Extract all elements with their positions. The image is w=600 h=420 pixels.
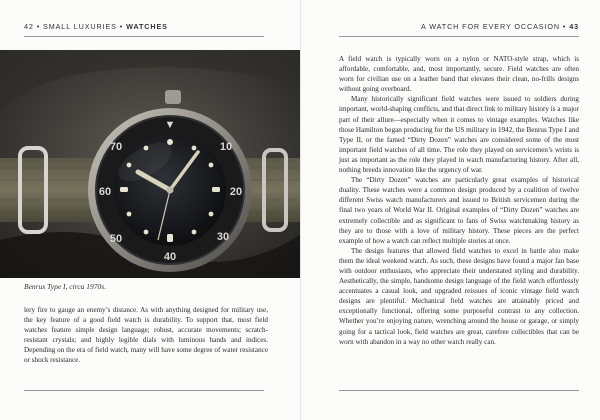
left-header-chapter: WATCHES — [126, 22, 168, 31]
right-page-number: 43 — [569, 22, 579, 31]
header-rule — [339, 36, 579, 37]
body-paragraph: The “Dirty Dozen” watches are particularly great examples of historical duality. These watches were a common design produced by a coalition of twelve different Swiss watch manufacturers and issued to British servicemen during the final two years of World War II. Original examples of “Dirty Dozen” watches are extremely collectible and as significant to fans of Swiss watchmaking history as they are to those with a love of military history. These pieces are the perfect example of how a watch can reflect multiple stories at once. — [339, 176, 579, 245]
svg-text:20: 20 — [229, 186, 243, 198]
header-rule — [24, 36, 264, 37]
watch-photo — [0, 50, 300, 278]
left-running-header — [24, 22, 168, 31]
left-header-section: SMALL LUXURIES — [43, 22, 117, 31]
benrus-watch-illustration — [0, 50, 300, 278]
svg-text:▼: ▼ — [164, 119, 176, 131]
right-page — [300, 0, 600, 420]
svg-text:40: 40 — [163, 251, 177, 263]
header-separator: • — [562, 22, 570, 31]
footer-rule — [24, 390, 264, 391]
header-separator: • — [36, 22, 44, 31]
body-paragraph: Many historically significant field watches were issued to soldiers during important, world-shaping conflicts, and that direct link to military history is a major part of their allure—especially when it comes to vintage examples. Watches like those Hamilton began producing for the US military in 1942, the Benrus Type I and Type II, or the famed “Dirty Dozen” watches are considered some of the most important field watches of all time. The role they played on servicemen’s wrists is just as important as the role they played in watch manufacturing history. After all, nothing breeds innovation like the urgency of war. — [339, 95, 579, 175]
right-running-header — [421, 22, 579, 31]
footer-rule — [339, 390, 579, 391]
left-page-number: 42 — [24, 22, 34, 31]
body-paragraph: A field watch is typically worn on a nylon or NATO-style strap, which is affordable, comfortable, and, most importantly, secure. Field watches are often worn for civilian use on a leather band that elevates their clean, no-frills designs without going overboard. — [339, 55, 579, 94]
svg-text:50: 50 — [109, 233, 123, 245]
photo-caption: Benrus Type I, circa 1970s. — [24, 282, 107, 291]
svg-text:30: 30 — [216, 231, 230, 243]
body-paragraph: The design features that allowed field watches to excel in battle also make them the ideal weekend watch. As such, these designs have found a major fan base with outdoor enthusiasts, who appreciate their understated styling and durability. Aesthetically, the simple, handsome design language of the field watch effortlessly accentuates a casual look, and upgraded reissues of iconic vintage field watch designs are plentiful. Mechanical field watches are attainably priced and exceptionally functional, offering some purposeful contrast to any collection. Whether you’re enjoying nature, wrenching around the house or garage, or simply going for a tactical look, field watches are great, carefree collectibles that can be worn with abandon in a way no other watch really can. — [339, 246, 579, 346]
svg-text:70: 70 — [109, 141, 123, 153]
svg-text:10: 10 — [219, 141, 233, 153]
svg-text:60: 60 — [98, 186, 112, 198]
body-paragraph: lery fire to gauge an enemy’s distance. As with anything designed for military use, the key feature of a good field watch is durability. To support that, most field watches feature simple design language; robust, accurate movements; scratch-resistant crystals; and highly legible dials with luminous hands and indices. Depending on the era of field watch, many will have some degree of water resistance or shock resistance. — [24, 306, 268, 365]
header-separator: • — [119, 22, 127, 31]
right-body-text — [339, 54, 579, 347]
right-header-title: A WATCH FOR EVERY OCCASION — [421, 22, 560, 31]
left-body-text — [24, 305, 268, 366]
